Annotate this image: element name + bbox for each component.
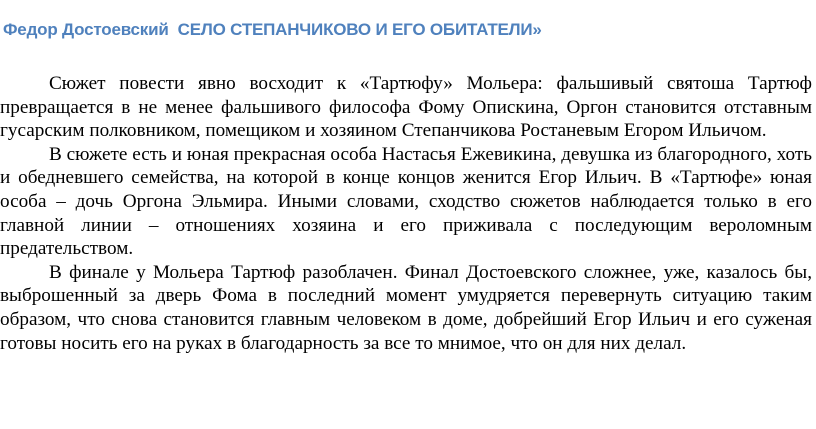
document-body	[0, 72, 812, 355]
paragraph-finale: В финале у Мольера Тартюф разоблачен. Финал Достоевского сложнее, уже, казалось бы, выброшенный за дверь Фома в последний момент умудряется перевернуть ситуацию таким образом, что снова становится главным человеком в доме, добрейший Егор Ильич и его суженая готовы носить его на руках в благодарность за все то мнимое, что он для них делал.	[0, 261, 812, 354]
document-heading	[3, 19, 542, 41]
paragraph-heroine: В сюжете есть и юная прекрасная особа Настасья Ежевикина, девушка из благородного, хоть и обедневшего семейства, на которой в конце концов женится Егор Ильич. В «Тартюфе» юная особа – дочь Оргона Эльмира. Иными словами, сходство сюжетов наблюдается только в его главной линии – отношениях хозяина и его приживала с последующим вероломным предательством.	[0, 143, 812, 260]
paragraph-plot-origin: Сюжет повести явно восходит к «Тартюфу» Мольера: фальшивый святоша Тартюф превращается в не менее фальшивого философа Фому Опискина, Оргон становится отставным гусарским полковником, помещиком и хозяином Степанчикова Ростаневым Егором Ильичом.	[0, 73, 812, 142]
author-name: Федор Достоевский	[3, 20, 169, 39]
work-title: СЕЛО СТЕПАНЧИКОВО И ЕГО ОБИТАТЕЛИ»	[177, 20, 542, 39]
